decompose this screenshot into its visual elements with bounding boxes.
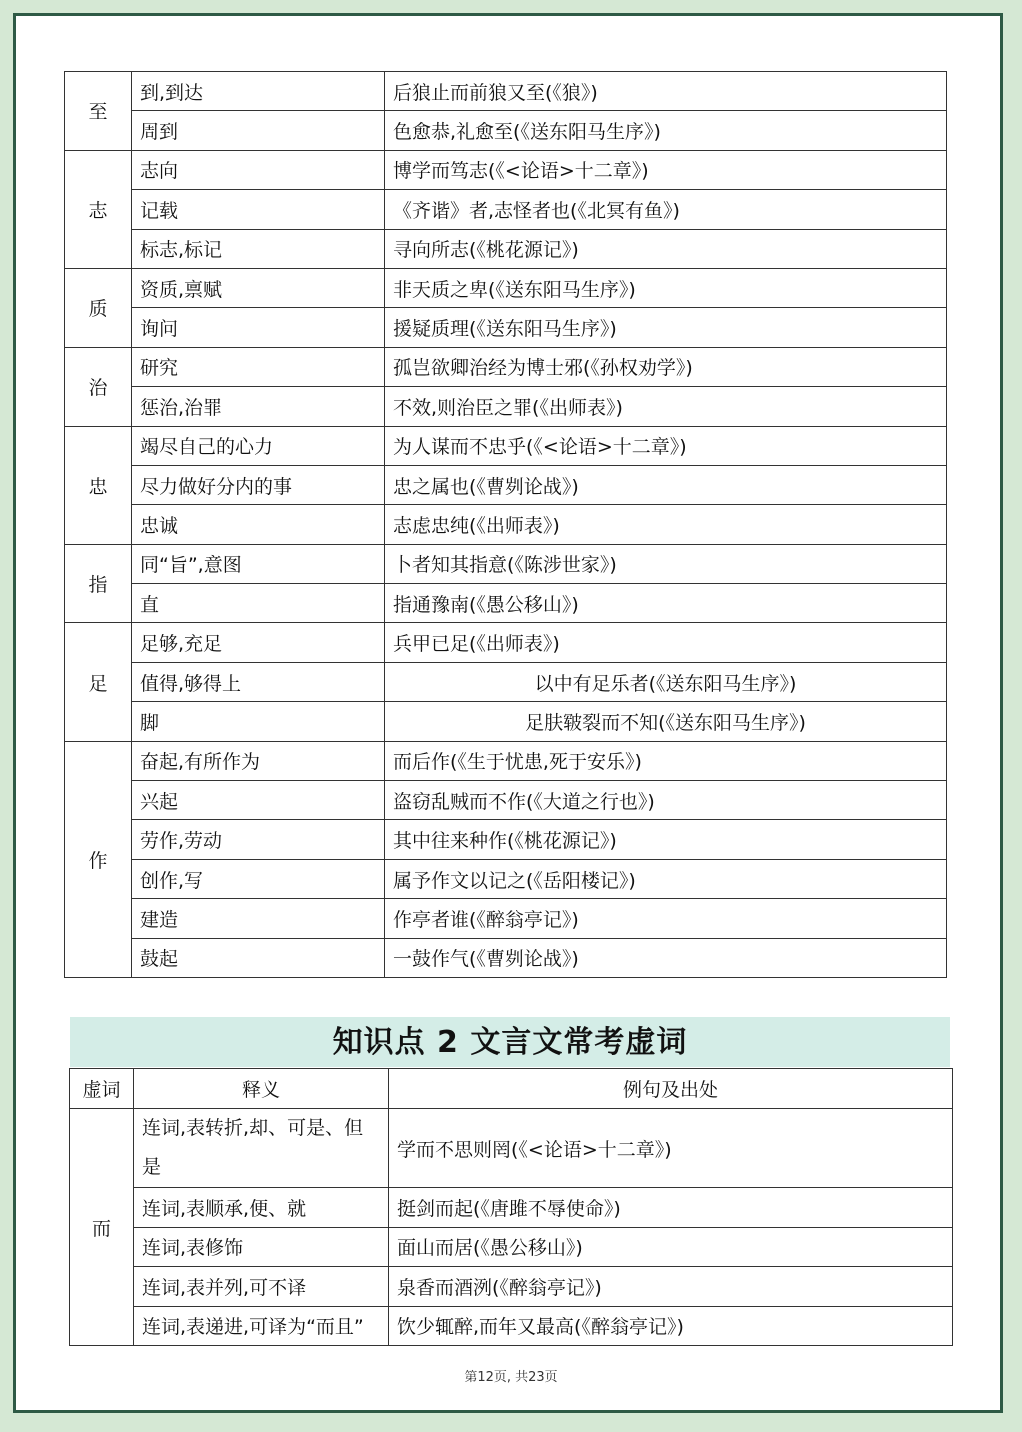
example-cell: 而后作(《生于忧患,死于安乐》)	[385, 741, 947, 780]
meaning-cell: 建造	[132, 899, 385, 938]
example-cell: 饮少辄醉,而年又最高(《醉翁亭记》)	[389, 1306, 953, 1346]
example-cell: 作亭者谁(《醉翁亭记》)	[385, 899, 947, 938]
example-cell: 博学而笃志(《<论语>十二章》)	[385, 150, 947, 189]
example-cell: 不效,则治臣之罪(《出师表》)	[385, 387, 947, 426]
section-title: 知识点 2 文言文常考虚词	[70, 1017, 950, 1067]
table-row	[65, 820, 947, 859]
example-cell: 其中往来种作(《桃花源记》)	[385, 820, 947, 859]
word-cell: 足	[65, 623, 132, 741]
table-row	[70, 1267, 953, 1307]
table-row	[70, 1306, 953, 1346]
example-cell: 一鼓作气(《曹刿论战》)	[385, 938, 947, 977]
table-row	[65, 387, 947, 426]
example-cell: 挺剑而起(《唐雎不辱使命》)	[389, 1188, 953, 1228]
table-row	[65, 465, 947, 504]
meaning-cell: 到,到达	[132, 72, 385, 111]
meaning-cell: 忠诚	[132, 505, 385, 544]
table-header-row	[70, 1069, 953, 1109]
meaning-cell: 创作,写	[132, 859, 385, 898]
table-row	[65, 623, 947, 662]
meaning-cell: 连词,表修饰	[134, 1227, 389, 1267]
table-row	[65, 347, 947, 386]
meaning-cell: 志向	[132, 150, 385, 189]
meaning-cell: 直	[132, 584, 385, 623]
word-cell: 治	[65, 347, 132, 426]
function-word-table	[69, 1068, 953, 1346]
example-cell: 属予作文以记之(《岳阳楼记》)	[385, 859, 947, 898]
example-cell: 兵甲已足(《出师表》)	[385, 623, 947, 662]
example-cell: 指通豫南(《愚公移山》)	[385, 584, 947, 623]
meaning-cell: 研究	[132, 347, 385, 386]
table-row	[65, 72, 947, 111]
table-row	[65, 859, 947, 898]
word-meaning-table	[64, 71, 947, 978]
example-cell: 孤岂欲卿治经为博士邪(《孙权劝学》)	[385, 347, 947, 386]
table-row	[65, 190, 947, 229]
example-cell: 志虑忠纯(《出师表》)	[385, 505, 947, 544]
meaning-cell: 竭尽自己的心力	[132, 426, 385, 465]
table-row	[65, 584, 947, 623]
header-word: 虚词	[70, 1069, 134, 1109]
word-cell: 至	[65, 72, 132, 151]
meaning-cell: 鼓起	[132, 938, 385, 977]
meaning-cell: 连词,表顺承,便、就	[134, 1188, 389, 1228]
meaning-cell: 奋起,有所作为	[132, 741, 385, 780]
meaning-cell: 标志,标记	[132, 229, 385, 268]
word-cell: 而	[70, 1109, 134, 1346]
example-cell: 为人谋而不忠乎(《<论语>十二章》)	[385, 426, 947, 465]
table-row	[70, 1227, 953, 1267]
meaning-cell: 惩治,治罪	[132, 387, 385, 426]
meaning-cell: 劳作,劳动	[132, 820, 385, 859]
example-cell: 寻向所志(《桃花源记》)	[385, 229, 947, 268]
header-example: 例句及出处	[389, 1069, 953, 1109]
example-cell: 泉香而酒洌(《醉翁亭记》)	[389, 1267, 953, 1307]
header-meaning: 释义	[134, 1069, 389, 1109]
table-row	[65, 505, 947, 544]
table-row	[65, 268, 947, 307]
word-cell: 作	[65, 741, 132, 977]
table-row	[65, 111, 947, 150]
meaning-cell: 询问	[132, 308, 385, 347]
meaning-cell: 资质,禀赋	[132, 268, 385, 307]
table-row	[65, 899, 947, 938]
example-cell: 面山而居(《愚公移山》)	[389, 1227, 953, 1267]
table-row	[65, 150, 947, 189]
table-row	[65, 544, 947, 583]
meaning-cell: 连词,表转折,却、可是、但是	[134, 1109, 389, 1188]
page-number: 第12页, 共23页	[464, 1370, 558, 1385]
example-cell: 盗窃乱贼而不作(《大道之行也》)	[385, 781, 947, 820]
table-row	[65, 938, 947, 977]
example-cell: 《齐谐》者,志怪者也(《北冥有鱼》)	[385, 190, 947, 229]
example-cell: 卜者知其指意(《陈涉世家》)	[385, 544, 947, 583]
meaning-cell: 周到	[132, 111, 385, 150]
table-row	[65, 702, 947, 741]
example-cell: 非天质之卑(《送东阳马生序》)	[385, 268, 947, 307]
meaning-cell: 同“旨”,意图	[132, 544, 385, 583]
table-row	[70, 1109, 953, 1188]
meaning-cell: 连词,表并列,可不译	[134, 1267, 389, 1307]
word-cell: 质	[65, 268, 132, 347]
meaning-cell: 尽力做好分内的事	[132, 465, 385, 504]
example-cell: 色愈恭,礼愈至(《送东阳马生序》)	[385, 111, 947, 150]
meaning-cell: 兴起	[132, 781, 385, 820]
meaning-cell: 值得,够得上	[132, 662, 385, 701]
table-row	[65, 662, 947, 701]
example-cell: 足肤皲裂而不知(《送东阳马生序》)	[385, 702, 947, 741]
meaning-cell: 脚	[132, 702, 385, 741]
table-row	[65, 229, 947, 268]
example-cell: 援疑质理(《送东阳马生序》)	[385, 308, 947, 347]
word-cell: 忠	[65, 426, 132, 544]
example-cell: 以中有足乐者(《送东阳马生序》)	[385, 662, 947, 701]
meaning-cell: 记载	[132, 190, 385, 229]
table-row	[70, 1188, 953, 1228]
example-cell: 忠之属也(《曹刿论战》)	[385, 465, 947, 504]
meaning-cell: 足够,充足	[132, 623, 385, 662]
example-cell: 后狼止而前狼又至(《狼》)	[385, 72, 947, 111]
table-row	[65, 741, 947, 780]
table-row	[65, 426, 947, 465]
table-row	[65, 308, 947, 347]
word-cell: 志	[65, 150, 132, 268]
example-cell: 学而不思则罔(《<论语>十二章》)	[389, 1109, 953, 1188]
table-row	[65, 781, 947, 820]
word-cell: 指	[65, 544, 132, 623]
meaning-cell: 连词,表递进,可译为“而且”	[134, 1306, 389, 1346]
